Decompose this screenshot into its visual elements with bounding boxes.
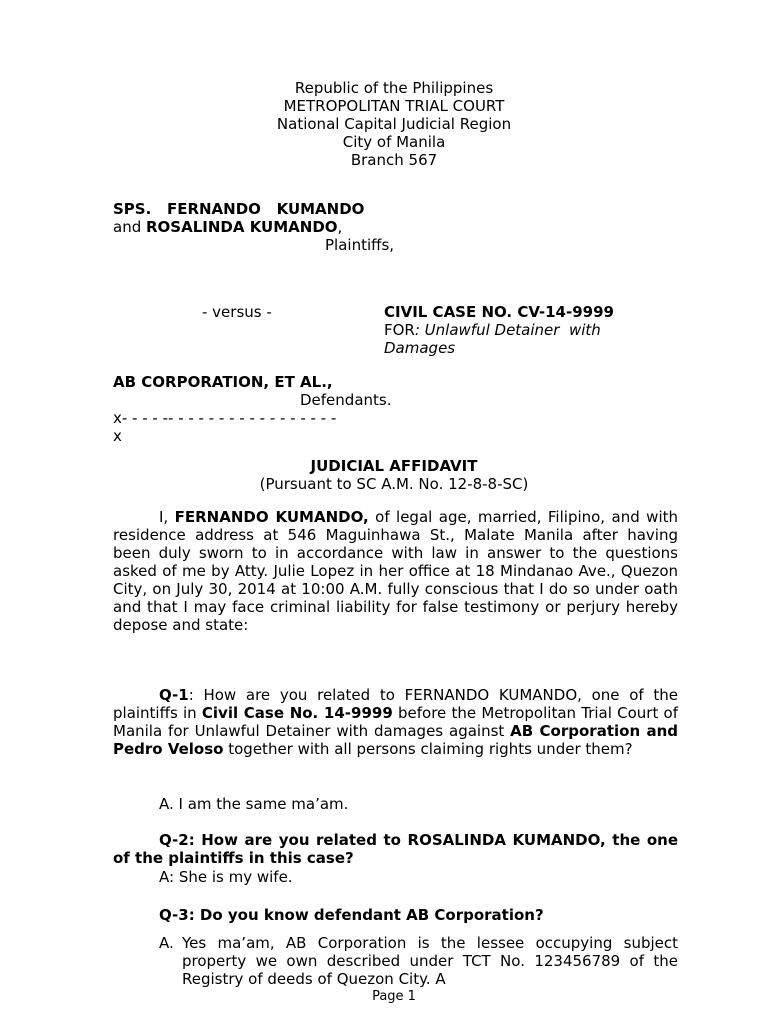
defendant-name: AB CORPORATION, ET AL., bbox=[113, 373, 333, 391]
q1-case: Civil Case No. 14-9999 bbox=[201, 704, 393, 722]
intro-body: of legal age, married, Filipino, and with residence address at 546 Maguinhawa St., Malate Manila after having been duly sworn to in accordance with law in answer to the questions asked of me by Atty. Julie Lopez in her office at 18 Mindanao Ave., Quezon City, on July 30, 2014 at 10:00 A.M. fully conscious that I do so under oath and that I may face criminal liability for false testimony or perjury hereby depose and state: bbox=[113, 508, 678, 634]
plaintiff-and: and bbox=[113, 218, 146, 236]
question-1 bbox=[113, 686, 678, 758]
court-city: City of Manila bbox=[342, 133, 446, 151]
plaintiff-name-2: ROSALINDA KUMANDO bbox=[146, 218, 338, 236]
plaintiff-line-2 bbox=[113, 218, 342, 236]
court-name: METROPOLITAN TRIAL COURT bbox=[283, 97, 505, 115]
answer-2: A: She is my wife. bbox=[159, 868, 293, 886]
defendants-label: Defendants. bbox=[300, 391, 392, 409]
case-nature bbox=[384, 321, 601, 339]
case-number: CIVIL CASE NO. CV-14-9999 bbox=[384, 303, 614, 321]
intro-prefix: I, bbox=[159, 508, 175, 526]
for-label: FOR bbox=[384, 321, 415, 339]
court-region: National Capital Judicial Region bbox=[276, 115, 512, 133]
intro-paragraph bbox=[113, 508, 678, 634]
q1-text-b: before the Metropolitan Trial Court of Manila for Unlawful Detainer with damages against bbox=[113, 704, 679, 740]
court-branch: Branch 567 bbox=[350, 151, 438, 169]
versus-label: - versus - bbox=[202, 303, 272, 321]
answer-3: Yes ma’am, AB Corporation is the lessee occupying subject property we own described under TCT No. 123456789 of the Registry of deeds of Quezon City. A bbox=[182, 934, 678, 988]
case-nature-2: Damages bbox=[384, 339, 456, 357]
question-3: Q-3: Do you know defendant AB Corporation? bbox=[159, 906, 544, 924]
q1-defendants: AB Corporation and Pedro Veloso bbox=[113, 722, 679, 758]
plaintiffs-label: Plaintiffs, bbox=[325, 236, 395, 254]
document-title: JUDICIAL AFFIDAVIT bbox=[310, 457, 478, 475]
q1-text-c: together with all persons claiming rights under them? bbox=[223, 740, 633, 758]
court-republic: Republic of the Philippines bbox=[294, 79, 494, 97]
q1-text-a: : How are you related to FERNANDO KUMANDO, one of the plaintiffs in bbox=[113, 686, 678, 722]
answer-3-label: A. bbox=[159, 934, 174, 952]
affiant-name: FERNANDO KUMANDO, bbox=[174, 508, 369, 526]
q1-label: Q-1 bbox=[159, 686, 189, 704]
plaintiff-comma: , bbox=[337, 218, 343, 236]
question-2: Q-2: How are you related to ROSALINDA KUMANDO, the one of the plaintiffs in this case? bbox=[113, 831, 678, 867]
caption-rule: x- - - - -- - - - - - - - - - - - - - - - - bbox=[113, 409, 337, 427]
plaintiff-name-1: SPS. FERNANDO KUMANDO bbox=[113, 200, 365, 218]
page-number: Page 1 bbox=[372, 989, 416, 1004]
answer-1: A. I am the same ma’am. bbox=[159, 795, 349, 813]
caption-rule-end: x bbox=[113, 427, 122, 445]
for-text: : Unlawful Detainer with bbox=[414, 321, 601, 339]
document-subtitle: (Pursuant to SC A.M. No. 12-8-8-SC) bbox=[259, 475, 529, 493]
